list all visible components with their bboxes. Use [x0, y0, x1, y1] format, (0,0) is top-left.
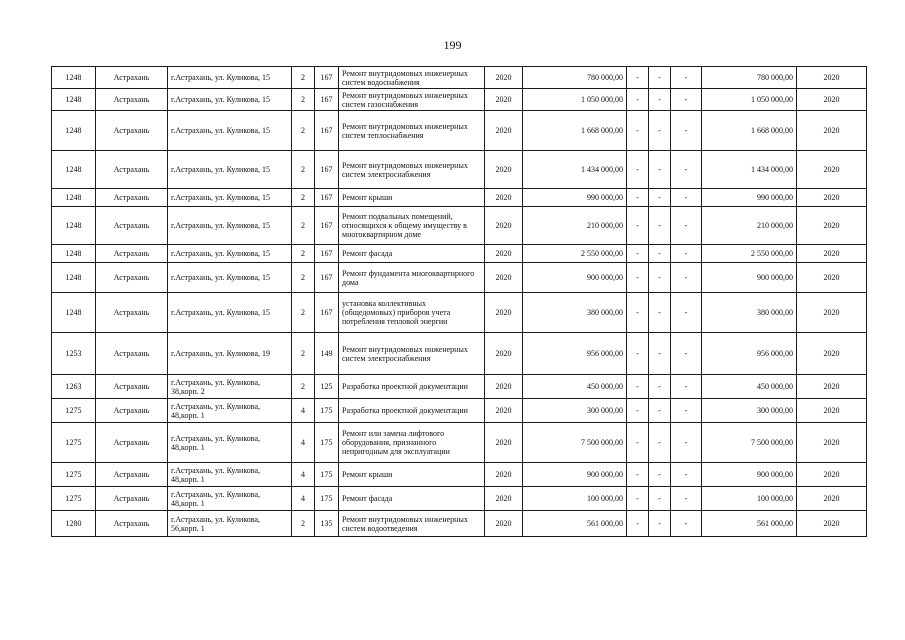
table-row	[52, 189, 867, 207]
dash-cell-3: -	[671, 293, 702, 333]
amount-cell: 1 434 000,00	[523, 151, 627, 189]
dash-cell-3: -	[671, 333, 702, 375]
dash-cell-3: -	[671, 463, 702, 487]
dash-cell-3: -	[671, 89, 702, 111]
year-cell: 2020	[485, 511, 523, 537]
dash-cell-2: -	[649, 263, 671, 293]
row-id: 1280	[52, 511, 96, 537]
work-type-cell: Ремонт фасада	[339, 245, 485, 263]
dash-cell-2: -	[649, 487, 671, 511]
apartments-cell: 167	[315, 189, 339, 207]
total-cell: 900 000,00	[702, 463, 797, 487]
row-id: 1253	[52, 333, 96, 375]
address-cell: г.Астрахань, ул. Куликова, 15	[168, 151, 292, 189]
work-type-cell: Ремонт фундамента многоквартирного дома	[339, 263, 485, 293]
total-cell: 7 500 000,00	[702, 423, 797, 463]
work-type-cell: Ремонт или замена лифтового оборудования, признанного непригодным для эксплуатации	[339, 423, 485, 463]
completion-year-cell: 2020	[797, 423, 867, 463]
dash-cell-1: -	[627, 399, 649, 423]
dash-cell-3: -	[671, 487, 702, 511]
city-cell: Астрахань	[96, 487, 168, 511]
table-row	[52, 67, 867, 89]
amount-cell: 900 000,00	[523, 463, 627, 487]
row-id: 1248	[52, 263, 96, 293]
address-cell: г.Астрахань, ул. Куликова, 15	[168, 189, 292, 207]
repair-register-table	[51, 66, 867, 537]
floors-cell: 2	[292, 333, 315, 375]
address-cell: г.Астрахань, ул. Куликова, 15	[168, 207, 292, 245]
floors-cell: 4	[292, 423, 315, 463]
table-row	[52, 399, 867, 423]
completion-year-cell: 2020	[797, 189, 867, 207]
amount-cell: 380 000,00	[523, 293, 627, 333]
amount-cell: 100 000,00	[523, 487, 627, 511]
row-id: 1248	[52, 207, 96, 245]
dash-cell-3: -	[671, 399, 702, 423]
dash-cell-2: -	[649, 463, 671, 487]
apartments-cell: 149	[315, 333, 339, 375]
dash-cell-3: -	[671, 375, 702, 399]
dash-cell-2: -	[649, 207, 671, 245]
city-cell: Астрахань	[96, 263, 168, 293]
floors-cell: 2	[292, 245, 315, 263]
amount-cell: 300 000,00	[523, 399, 627, 423]
amount-cell: 2 550 000,00	[523, 245, 627, 263]
floors-cell: 2	[292, 293, 315, 333]
row-id: 1275	[52, 487, 96, 511]
floors-cell: 2	[292, 151, 315, 189]
dash-cell-2: -	[649, 111, 671, 151]
completion-year-cell: 2020	[797, 111, 867, 151]
floors-cell: 2	[292, 511, 315, 537]
dash-cell-3: -	[671, 511, 702, 537]
amount-cell: 450 000,00	[523, 375, 627, 399]
table-row	[52, 423, 867, 463]
amount-cell: 561 000,00	[523, 511, 627, 537]
amount-cell: 900 000,00	[523, 263, 627, 293]
floors-cell: 2	[292, 375, 315, 399]
dash-cell-2: -	[649, 67, 671, 89]
city-cell: Астрахань	[96, 399, 168, 423]
work-type-cell: Разработка проектной документации	[339, 375, 485, 399]
floors-cell: 4	[292, 399, 315, 423]
table-row	[52, 333, 867, 375]
dash-cell-3: -	[671, 189, 702, 207]
completion-year-cell: 2020	[797, 263, 867, 293]
floors-cell: 4	[292, 487, 315, 511]
city-cell: Астрахань	[96, 245, 168, 263]
dash-cell-2: -	[649, 333, 671, 375]
dash-cell-1: -	[627, 111, 649, 151]
table-row	[52, 89, 867, 111]
address-cell: г.Астрахань, ул. Куликова, 56,корп. 1	[168, 511, 292, 537]
address-cell: г.Астрахань, ул. Куликова, 15	[168, 111, 292, 151]
city-cell: Астрахань	[96, 111, 168, 151]
completion-year-cell: 2020	[797, 333, 867, 375]
row-id: 1248	[52, 293, 96, 333]
floors-cell: 2	[292, 89, 315, 111]
apartments-cell: 175	[315, 399, 339, 423]
city-cell: Астрахань	[96, 293, 168, 333]
dash-cell-1: -	[627, 375, 649, 399]
row-id: 1275	[52, 399, 96, 423]
amount-cell: 210 000,00	[523, 207, 627, 245]
amount-cell: 1 668 000,00	[523, 111, 627, 151]
year-cell: 2020	[485, 111, 523, 151]
dash-cell-3: -	[671, 151, 702, 189]
completion-year-cell: 2020	[797, 399, 867, 423]
dash-cell-1: -	[627, 189, 649, 207]
city-cell: Астрахань	[96, 423, 168, 463]
total-cell: 780 000,00	[702, 67, 797, 89]
amount-cell: 1 050 000,00	[523, 89, 627, 111]
table-body	[52, 67, 867, 537]
year-cell: 2020	[485, 151, 523, 189]
year-cell: 2020	[485, 463, 523, 487]
dash-cell-1: -	[627, 423, 649, 463]
row-id: 1275	[52, 423, 96, 463]
table-row	[52, 263, 867, 293]
dash-cell-2: -	[649, 399, 671, 423]
table-row	[52, 375, 867, 399]
work-type-cell: Ремонт внутридомовых инженерных систем электроснабжения	[339, 333, 485, 375]
address-cell: г.Астрахань, ул. Куликова, 48,корп. 1	[168, 487, 292, 511]
year-cell: 2020	[485, 67, 523, 89]
row-id: 1248	[52, 89, 96, 111]
amount-cell: 956 000,00	[523, 333, 627, 375]
work-type-cell: Разработка проектной документации	[339, 399, 485, 423]
address-cell: г.Астрахань, ул. Куликова, 48,корп. 1	[168, 463, 292, 487]
apartments-cell: 167	[315, 293, 339, 333]
dash-cell-2: -	[649, 89, 671, 111]
city-cell: Астрахань	[96, 207, 168, 245]
dash-cell-1: -	[627, 293, 649, 333]
work-type-cell: Ремонт крыши	[339, 189, 485, 207]
dash-cell-1: -	[627, 487, 649, 511]
completion-year-cell: 2020	[797, 375, 867, 399]
total-cell: 1 434 000,00	[702, 151, 797, 189]
year-cell: 2020	[485, 263, 523, 293]
dash-cell-2: -	[649, 245, 671, 263]
work-type-cell: Ремонт фасада	[339, 487, 485, 511]
total-cell: 300 000,00	[702, 399, 797, 423]
amount-cell: 990 000,00	[523, 189, 627, 207]
address-cell: г.Астрахань, ул. Куликова, 15	[168, 263, 292, 293]
floors-cell: 2	[292, 189, 315, 207]
apartments-cell: 135	[315, 511, 339, 537]
year-cell: 2020	[485, 399, 523, 423]
year-cell: 2020	[485, 207, 523, 245]
dash-cell-1: -	[627, 333, 649, 375]
apartments-cell: 175	[315, 423, 339, 463]
year-cell: 2020	[485, 89, 523, 111]
address-cell: г.Астрахань, ул. Куликова, 48,корп. 1	[168, 399, 292, 423]
address-cell: г.Астрахань, ул. Куликова, 15	[168, 89, 292, 111]
amount-cell: 7 500 000,00	[523, 423, 627, 463]
city-cell: Астрахань	[96, 375, 168, 399]
row-id: 1248	[52, 151, 96, 189]
completion-year-cell: 2020	[797, 207, 867, 245]
city-cell: Астрахань	[96, 67, 168, 89]
total-cell: 1 668 000,00	[702, 111, 797, 151]
work-type-cell: Ремонт внутридомовых инженерных систем газоснабжения	[339, 89, 485, 111]
table-row	[52, 511, 867, 537]
dash-cell-1: -	[627, 511, 649, 537]
apartments-cell: 167	[315, 89, 339, 111]
work-type-cell: Ремонт внутридомовых инженерных систем водоотведения	[339, 511, 485, 537]
year-cell: 2020	[485, 293, 523, 333]
city-cell: Астрахань	[96, 511, 168, 537]
dash-cell-1: -	[627, 263, 649, 293]
amount-cell: 780 000,00	[523, 67, 627, 89]
work-type-cell: установка коллективных (общедомовых) приборов учета потребления тепловой энергии	[339, 293, 485, 333]
completion-year-cell: 2020	[797, 67, 867, 89]
year-cell: 2020	[485, 333, 523, 375]
total-cell: 2 550 000,00	[702, 245, 797, 263]
table-row	[52, 151, 867, 189]
dash-cell-2: -	[649, 293, 671, 333]
completion-year-cell: 2020	[797, 151, 867, 189]
completion-year-cell: 2020	[797, 89, 867, 111]
dash-cell-1: -	[627, 463, 649, 487]
address-cell: г.Астрахань, ул. Куликова, 15	[168, 67, 292, 89]
dash-cell-2: -	[649, 151, 671, 189]
work-type-cell: Ремонт внутридомовых инженерных систем теплоснабжения	[339, 111, 485, 151]
address-cell: г.Астрахань, ул. Куликова, 38,корп. 2	[168, 375, 292, 399]
dash-cell-1: -	[627, 151, 649, 189]
dash-cell-1: -	[627, 89, 649, 111]
floors-cell: 2	[292, 111, 315, 151]
floors-cell: 2	[292, 263, 315, 293]
total-cell: 380 000,00	[702, 293, 797, 333]
dash-cell-2: -	[649, 189, 671, 207]
dash-cell-2: -	[649, 511, 671, 537]
city-cell: Астрахань	[96, 89, 168, 111]
apartments-cell: 175	[315, 487, 339, 511]
completion-year-cell: 2020	[797, 293, 867, 333]
apartments-cell: 167	[315, 245, 339, 263]
floors-cell: 2	[292, 67, 315, 89]
work-type-cell: Ремонт внутридомовых инженерных систем электроснабжения	[339, 151, 485, 189]
table-row	[52, 463, 867, 487]
dash-cell-1: -	[627, 67, 649, 89]
year-cell: 2020	[485, 487, 523, 511]
dash-cell-3: -	[671, 111, 702, 151]
apartments-cell: 125	[315, 375, 339, 399]
page-number: 199	[443, 38, 462, 52]
year-cell: 2020	[485, 189, 523, 207]
floors-cell: 4	[292, 463, 315, 487]
row-id: 1263	[52, 375, 96, 399]
dash-cell-1: -	[627, 207, 649, 245]
dash-cell-3: -	[671, 423, 702, 463]
address-cell: г.Астрахань, ул. Куликова, 19	[168, 333, 292, 375]
work-type-cell: Ремонт подвальных помещений, относящихся к общему имуществу в многоквартирном доме	[339, 207, 485, 245]
row-id: 1248	[52, 189, 96, 207]
address-cell: г.Астрахань, ул. Куликова, 15	[168, 245, 292, 263]
city-cell: Астрахань	[96, 333, 168, 375]
dash-cell-1: -	[627, 245, 649, 263]
apartments-cell: 167	[315, 67, 339, 89]
total-cell: 956 000,00	[702, 333, 797, 375]
address-cell: г.Астрахань, ул. Куликова, 48,корп. 1	[168, 423, 292, 463]
dash-cell-3: -	[671, 245, 702, 263]
total-cell: 450 000,00	[702, 375, 797, 399]
work-type-cell: Ремонт внутридомовых инженерных систем водоснабжения	[339, 67, 485, 89]
completion-year-cell: 2020	[797, 487, 867, 511]
row-id: 1248	[52, 111, 96, 151]
apartments-cell: 167	[315, 151, 339, 189]
table-row	[52, 487, 867, 511]
row-id: 1275	[52, 463, 96, 487]
completion-year-cell: 2020	[797, 511, 867, 537]
table-row	[52, 245, 867, 263]
year-cell: 2020	[485, 423, 523, 463]
completion-year-cell: 2020	[797, 245, 867, 263]
total-cell: 900 000,00	[702, 263, 797, 293]
dash-cell-3: -	[671, 207, 702, 245]
total-cell: 990 000,00	[702, 189, 797, 207]
dash-cell-2: -	[649, 375, 671, 399]
dash-cell-3: -	[671, 263, 702, 293]
dash-cell-2: -	[649, 423, 671, 463]
total-cell: 210 000,00	[702, 207, 797, 245]
city-cell: Астрахань	[96, 151, 168, 189]
table-row	[52, 293, 867, 333]
year-cell: 2020	[485, 375, 523, 399]
year-cell: 2020	[485, 245, 523, 263]
total-cell: 100 000,00	[702, 487, 797, 511]
apartments-cell: 167	[315, 111, 339, 151]
table-row	[52, 207, 867, 245]
dash-cell-3: -	[671, 67, 702, 89]
address-cell: г.Астрахань, ул. Куликова, 15	[168, 293, 292, 333]
completion-year-cell: 2020	[797, 463, 867, 487]
total-cell: 1 050 000,00	[702, 89, 797, 111]
city-cell: Астрахань	[96, 189, 168, 207]
row-id: 1248	[52, 245, 96, 263]
row-id: 1248	[52, 67, 96, 89]
apartments-cell: 167	[315, 263, 339, 293]
apartments-cell: 175	[315, 463, 339, 487]
table-row	[52, 111, 867, 151]
apartments-cell: 167	[315, 207, 339, 245]
city-cell: Астрахань	[96, 463, 168, 487]
total-cell: 561 000,00	[702, 511, 797, 537]
work-type-cell: Ремонт крыши	[339, 463, 485, 487]
floors-cell: 2	[292, 207, 315, 245]
